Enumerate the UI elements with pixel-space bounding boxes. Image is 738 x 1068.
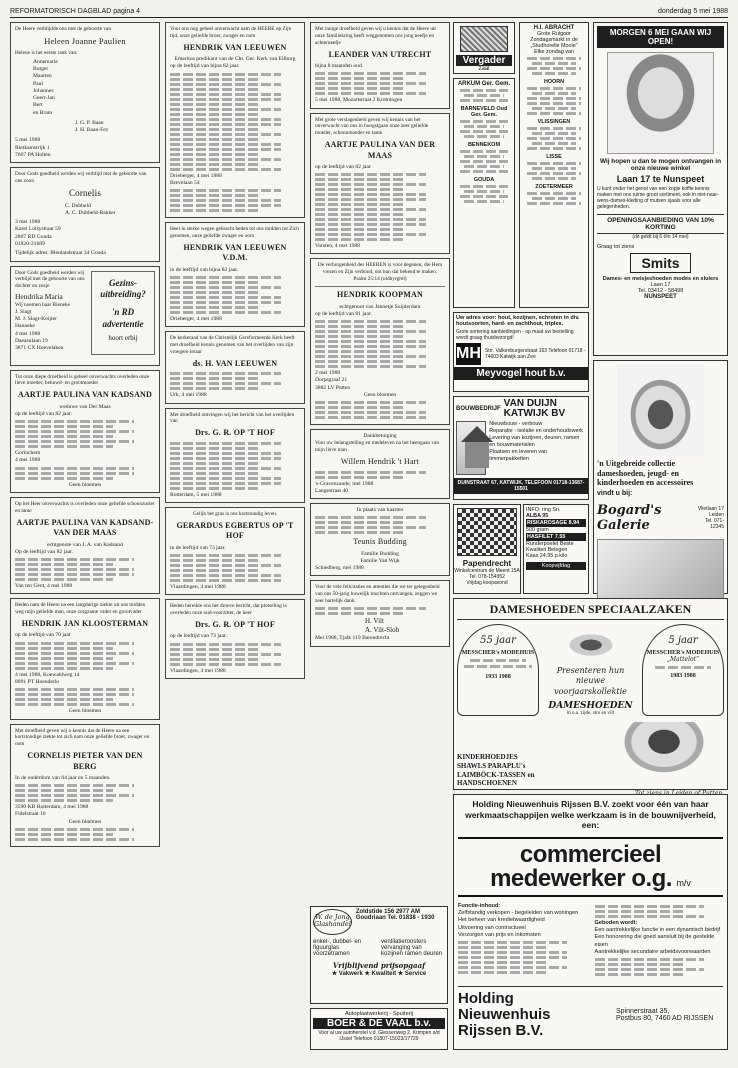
notice-name: ds. H. VAN LEEUWEN xyxy=(192,358,278,368)
birth-notice-hendrika xyxy=(10,266,160,366)
smits-address: Laan 17 xyxy=(650,282,671,288)
notice-sub: Emeritus predikant van de Chr. Ger. Kerk van Ellburg xyxy=(174,56,296,63)
holding-right-item: Aantrekkelijke secundaire arbeidsvoorwaarden xyxy=(594,948,711,955)
schedule-heading: BENNEKOM xyxy=(467,142,501,148)
column-2 xyxy=(165,22,305,1062)
van-duijn-label: BOUWBEDRIJF xyxy=(456,406,501,412)
boer-de-vaal-ad xyxy=(310,1008,448,1050)
abbracht-line: Elke zondag van xyxy=(534,49,574,55)
glashandel-stars: ★ Vakwerk ★ Kwaliteit ★ Service xyxy=(331,971,427,977)
badge-name: MESSCHER's MODEHUIS xyxy=(461,650,535,656)
notice-address: 7607 PA Holten xyxy=(15,151,51,158)
holding-left-item: Het beheer van kredietwaardigheid xyxy=(458,917,545,924)
notice-intro: Gelijk het gras is ons kortstondig leven. xyxy=(192,510,278,517)
birth-notice-heleen xyxy=(10,22,160,163)
notice-sub: echtgenote van J. A. van Kadsand xyxy=(47,541,123,548)
holding-left-item: Zelfstandig verkopen - begeleiden van woningen xyxy=(458,910,579,917)
glashandel-addr: Zoldstide 156 2977 AM Goudriaan Tel. 01838 - 1930 xyxy=(355,909,435,921)
vergader-illustration xyxy=(460,26,508,52)
notice-sub: Familie Budding xyxy=(361,550,399,557)
death-notice-op-t-hof-2 xyxy=(165,599,305,679)
bogard-ad xyxy=(593,360,728,594)
glashandel-item: enkel-, dubbel- en figuurglas xyxy=(313,939,362,951)
notice-sub: Voor uw belangstelling en medeleven na het heengaan van mijn lieve man xyxy=(315,440,440,454)
notice-name: GERARDUS EGBERTUS OP 'T HOF xyxy=(176,520,294,541)
holding-title: commercieel medewerker o.g. xyxy=(490,840,672,892)
lady-in-hat-illustration xyxy=(604,722,724,788)
church-schedule-ad xyxy=(453,78,515,308)
opening-promo-sub: (dit geldt bij 6 t/m 14 mei) xyxy=(632,234,689,240)
notice-name: AARTJE PAULINA VAN KADSAND xyxy=(17,390,153,400)
notice-intro: Met droefheid geven wij u kennis dat de Heere na een kortstondige ziekte tot zich nam onze geliefde broer, zwager en oom xyxy=(15,727,150,748)
notice-footer: Geen bloemen xyxy=(68,818,102,825)
notice-address: Daeasulaan 19 xyxy=(15,337,48,344)
rd-ad-line: hoort erbij xyxy=(108,334,138,343)
glashandel-ad xyxy=(310,906,448,1004)
notice-name: AARTJE PAULINA VAN KADSAND-VAN DER MAAS xyxy=(16,517,154,538)
notice-date: 5 mei 1988 xyxy=(15,137,41,144)
parent: J. Slagt xyxy=(15,308,32,315)
holding-suffix: m/v xyxy=(676,877,691,888)
notice-date: 5 mei 1988, Mozartstraat 2 Krotningen xyxy=(315,97,403,104)
badge-name: MESSCHER's MODEHUIS xyxy=(646,650,720,656)
opening-address: Laan 17 te Nunspeet xyxy=(616,174,705,184)
dameshoeden-brand: DAMESHOEDEN xyxy=(548,701,633,712)
notice-age: Op de leeftijd van 82 jaar. xyxy=(15,548,74,555)
notice-date: 2 mei 1988 xyxy=(315,370,341,377)
family-member: Annemarie xyxy=(33,58,58,65)
notice-verse: Psalm 25:14 (oldbyrgrel) xyxy=(353,276,407,283)
papendrecht-name: Papendrecht xyxy=(462,559,512,568)
notice-names xyxy=(315,617,445,635)
rd-ad-line: advertentie xyxy=(102,318,144,329)
parents xyxy=(15,203,155,218)
opening-small: U kunt onder het genot van een kopje koffie kennis maken met ons ruime groot sortiment, ook in niet-naar-wens-dames-kleding of mutsen sjaals voor alle gelegenheden. xyxy=(597,186,719,210)
notice-name: HENDRIK JAN KLOOSTERMAN xyxy=(21,619,149,629)
holding-left-heading: Functie-inhoud: xyxy=(458,902,501,909)
dameshoeden-center: Presenteren hun nieuwe voorjaarskollektie xyxy=(554,666,627,696)
notice-address: Langestraat 40 xyxy=(315,487,349,494)
birth-notice-cornelis xyxy=(10,167,160,261)
notice-name: Teunis Budding xyxy=(353,537,407,547)
notice-date: 3 mei 1988 xyxy=(15,219,41,226)
notice-name: HENDRIK VAN LEEUWEN xyxy=(183,42,287,52)
holding-postbus: Postbus 80, 7460 AD RIJSSEN xyxy=(616,1014,714,1022)
family-member: Maarten xyxy=(33,73,52,80)
butcher-ad xyxy=(523,504,589,594)
notice-intro: Door Gods goedheid werden wij verblijd met de geboorte van ons dochter en zusje xyxy=(15,269,85,290)
holding-nieuwenhuis-ad xyxy=(453,794,728,1050)
smits-brand: Smits xyxy=(630,253,690,273)
notice-address: Karel Lotsystraat 59 xyxy=(15,226,61,233)
badge-range: 1983 1988 xyxy=(670,673,696,679)
schedule-heading: BARNEVELD Oud Ger. Gem. xyxy=(460,106,508,118)
van-duijn-brand: VAN DUIJN KATWIJK BV xyxy=(503,398,566,419)
death-notice-van-leeuwen-vdm xyxy=(165,222,305,327)
notice-footer: Geen bloemen xyxy=(68,481,102,488)
notice-age: bijna 8 maanden oud. xyxy=(315,63,364,70)
butcher-line: Kwaliteit Belegen xyxy=(526,547,568,553)
notice-sub: weduwe van Der Maas xyxy=(59,403,111,410)
parent: J. G. P. Baan xyxy=(75,119,104,126)
butcher-line: INFO: ring Sn. xyxy=(526,507,561,513)
notice-date: 4 mei 1988, Koewahlweg 14 xyxy=(15,671,80,678)
notice-intro: De kerkeraad van de Christelijk Gereformeerde Kerk heeft met droefheid kennis genomen van het overlijden van zijn vroegere leraar xyxy=(170,335,295,356)
papendrecht-sub: Winkelcentrum de Meent 15A xyxy=(454,568,520,574)
notice-address: 8091 PT Hoenderlo xyxy=(15,679,60,686)
holding-address: Spinnerstraat 35, xyxy=(616,1007,670,1015)
family-list xyxy=(15,59,155,117)
boer-top: Autoplaatwerkerij - Spuiterij xyxy=(344,1011,414,1017)
notice-name: HENDRIK VAN LEEUWEN V.D.M. xyxy=(183,242,287,263)
notice-intro: Voor de vele felicitaties en attenties die we ter gelegenheid van ons 50-jarig huwelijk mochten ontvangen, zeggen we zeer hartelijk dank. xyxy=(315,584,440,605)
notice-date: Mei 1988, Tjalk 119 Barendrecht xyxy=(315,635,390,642)
notice-age: In de ouderdom van 84 jaar en 5 maanden. xyxy=(15,774,111,781)
opening-title: MORGEN 6 MEI GAAN WIJ OPEN! xyxy=(597,26,724,48)
notice-name: Willem Hendrik 't Hart xyxy=(340,457,420,467)
notice-name: Drs. G. R. OP 'T HOF xyxy=(195,428,275,438)
bogard-address: Vlietlaan 17 Leiden xyxy=(697,505,724,518)
bogard-tel: Tel. 071-12345 xyxy=(704,517,724,530)
papendrecht-label: Vrijdag koopavond xyxy=(466,580,508,586)
glashandel-item: voorzetramen xyxy=(313,951,350,957)
notice-age: op de leeftijd van 70 jaar xyxy=(15,632,71,639)
store-photo xyxy=(597,539,724,601)
notice-date: Urk, 4 mei 1988 xyxy=(170,392,207,399)
notice-address: 2807 RD Gouda xyxy=(15,233,52,240)
notice-city: Gorinchem xyxy=(15,450,41,457)
notice-age: op de leeftijd van 81 jaar. xyxy=(315,310,372,317)
papendrecht-ad xyxy=(453,504,521,594)
lady-hat-illustration xyxy=(607,52,714,154)
vergader-ad xyxy=(453,22,515,74)
opening-promo: OPENINGSAANBIEDING VAN 10% KORTING xyxy=(597,214,724,234)
notice-intro: Met grote verslagenheid geven wij kennis van het onverwacht van ons in hoogstgaan onze zeer geliefde moeder, schoonmoeder en tante xyxy=(315,116,429,137)
notice-date: Vlaardingen, 4 mei 1988 xyxy=(170,583,226,590)
notice-age: op de leeftijd van 82 jaar. xyxy=(15,410,72,417)
butcher-footer: Koopvijfdag xyxy=(526,562,586,570)
boer-addr: Voor al uw autoherstel v.d. Giessenweg 2, Krimpen a/d IJssel Telefoon 01807-15023/17729 xyxy=(318,1030,440,1042)
death-notice-koopman xyxy=(310,258,450,425)
notice-intro: Met innige droefheid geven wij u kennis dat de Heere uit onze familiekring heeft weggenomen ons jong neefje en achterneefje xyxy=(315,26,436,46)
meyvogel-ad xyxy=(453,312,589,392)
holding-brand: Holding Nieuwenhuis Rijssen B.V. xyxy=(458,990,551,1039)
column-1 xyxy=(10,22,160,1062)
rd-ad-line: 'n RD xyxy=(111,306,135,317)
badge-sub: „Mattelot” xyxy=(666,656,700,663)
death-notice-gerardus xyxy=(165,507,305,595)
notice-age: op de leeftijd van 73 jaar. xyxy=(170,633,227,640)
page-header xyxy=(10,8,728,18)
header-left: REFORMATORISCH DAGBLAD pagina 4 xyxy=(10,8,141,15)
dameshoeden-ad xyxy=(453,598,728,790)
death-notice-leander xyxy=(310,22,450,109)
family-member: Geert-Jan xyxy=(33,95,55,102)
notice-intro: In plaats van kaarten xyxy=(356,507,404,514)
smits-store: Dames- en meisjeshoeden modes en sluiers xyxy=(602,276,719,282)
notice-date: 4 mei 1988 xyxy=(15,457,41,464)
meyvogel-mid: Grote sortering aanbiedingen - op maat uw bestelling wordt graag thuisbezorgd! xyxy=(456,329,574,341)
glashandel-item: ventilatieroosters vervanging van kozijnen ramen deuren xyxy=(381,939,443,957)
notice-date: Drieberger, 4 mei 1988 xyxy=(170,172,222,179)
notice-intro: Door Gods goedheid werden wij verblijd met de geboorte van ons zoon xyxy=(15,171,147,185)
notice-sub: Wij noemen haar Rieneke xyxy=(15,301,70,308)
notice-footer: Geen bloemen xyxy=(363,391,397,398)
abbracht-line: ZOETERMEER xyxy=(535,184,573,190)
notice-age: op de leeftijd van 82 jaar xyxy=(315,163,371,170)
parent: M. J. Slagt-Koijter xyxy=(15,316,57,323)
dameshoeden-title: DAMESHOEDEN SPECIAALZAKEN xyxy=(457,602,724,620)
notice-name: Cornelis xyxy=(68,188,102,198)
smits-tel: Tel. 03412 - 58498 xyxy=(637,288,684,294)
notice-name: Drs. G. R. OP 'T HOF xyxy=(195,619,275,629)
notice-intro: Tot onze diepe droefheid is geheel onverwachts overleden onze lieve moeder, behuwd- en grootmoeder xyxy=(15,373,150,387)
abbracht-ad xyxy=(519,22,589,308)
meyvogel-brand: Meyvogel hout b.v. xyxy=(454,367,588,380)
rd-ad-line: Gezins- xyxy=(108,277,137,288)
holding-intro: Holding Nieuwenhuis Rijssen B.V. zoekt voor één van haar werkmaatschappijen welke werkzaam is in de bouwnijverheid, een: xyxy=(465,799,716,831)
notice-intro: Op het Heer onverwachts is overleden onze geliefde schoonzuster en tante xyxy=(15,501,155,514)
notice-name: Hendrika Maria xyxy=(15,292,63,302)
van-duijn-item: Levering van kozijnen, deuren, ramen en bouwmaterialen xyxy=(489,435,580,449)
bogard-brand: Bogard's Galerie xyxy=(597,502,662,533)
notice-footer: Geen bloemen xyxy=(68,708,102,715)
rd-ad-line: uitbreiding? xyxy=(100,289,146,300)
notice-intro: Voor ons nog geheel onverwacht nam de HEERE op Zijn tijd, onze geliefde broer, zwager en oom xyxy=(170,26,292,39)
schedule-heading: ARKUM Ger. Gem. xyxy=(457,81,511,87)
church-notice-van-leeuwen xyxy=(165,331,305,403)
notice-address: 01820-21689 xyxy=(15,241,45,248)
notice-date: Van ten Gent, 4 mei 1988 xyxy=(15,583,73,590)
house-icon xyxy=(456,421,486,475)
parents xyxy=(15,120,155,135)
holding-right-item: Een honorering die goed aansluit bij de gestelde eisen xyxy=(594,934,715,948)
butcher-line: Kaas 24.95 p.kilo xyxy=(526,553,568,559)
notice-date: 3590 KB Rotterdam, 4 mei 1988 xyxy=(15,804,89,811)
boer-brand: BOER & DE VAAL b.v. xyxy=(313,1018,445,1029)
butcher-line: HASFILET 7.55 xyxy=(526,533,586,541)
thanks-notice-budding xyxy=(310,503,450,576)
bogard-title: 'n Uitgebreide collectie dameshoeden, jeugd- en kinderhoeden en accessoires xyxy=(597,459,694,488)
notice-date: 4 mei 1988 xyxy=(15,330,41,337)
mh-logo-icon: MH xyxy=(456,343,481,365)
thanks-notice-vilt xyxy=(310,580,450,646)
badge-years: 5 jaar xyxy=(668,635,698,646)
opening-greet: Graag tot ziens xyxy=(597,244,635,250)
van-duijn-item: Nieuwbouw - verbouw xyxy=(489,421,543,427)
child-hat-illustration xyxy=(617,364,704,456)
notice-address: 3871 CX Hoevelaken xyxy=(15,345,64,352)
glashandel-brand: W. de Jong Glashandel xyxy=(313,909,352,935)
vergader-title: Vergader xyxy=(456,55,512,66)
notice-date: Vlaardingen, 4 mei 1988 xyxy=(170,667,226,674)
family-member: Rutger xyxy=(33,66,49,73)
family-member: Paul xyxy=(33,80,43,87)
notice-address: Fidelstraat 10 xyxy=(15,811,46,818)
messcher-putten-badge xyxy=(642,624,724,716)
holding-right-item: Een aantrekkelijke functie in een dynamisch bedrijf xyxy=(594,927,721,934)
notice-address: Dorpsgraaf 21 xyxy=(315,377,348,384)
abbracht-line: LISSE xyxy=(546,154,562,160)
notice-age: in de leeftijd van 73 jaar. xyxy=(170,544,226,551)
notice-name: H. Vilt xyxy=(365,617,384,626)
notice-date: 's-Gravenzande, mei 1988 xyxy=(315,480,374,487)
notice-age: in de leeftijd van bijna 82 jaar. xyxy=(170,266,239,273)
abbracht-line: Grote Ruigoor Zondagsmarkt in de „Studhorelle Mooie” xyxy=(530,31,578,49)
death-notice-kloosterman xyxy=(10,598,160,719)
notice-sub: Helene is het eerste rank van: xyxy=(15,49,78,56)
checker-logo-icon xyxy=(457,508,517,556)
notice-sub: Familie Van Wijk xyxy=(360,557,400,564)
death-notice-op-t-hof xyxy=(165,408,305,503)
death-notice-van-der-maas xyxy=(310,113,450,255)
death-notice-van-kadsand xyxy=(10,370,160,493)
notice-date: Vorsten, 4 mei 1988 xyxy=(315,243,360,250)
bogard-sub: vindt u bij: xyxy=(597,489,633,497)
family-member: Bert xyxy=(33,102,43,109)
notice-intro: Heden bereikte ons het droeve bericht, dat plotseling is overleden onze oud-voorzitter, de heer xyxy=(170,603,287,617)
notice-date: Schiedberg, mei 1988 xyxy=(315,565,364,572)
van-duijn-item: Reparatie - isolatie en onderhoudswerk xyxy=(489,428,583,435)
butcher-line: 500 gram xyxy=(526,527,549,533)
meyvogel-addr: Strr. Valkenburgerstraat 163 Telefoon 01718 - 74603 Katwijk aan Zee xyxy=(484,348,586,360)
notice-date: Drieberger, 4 mei 1988 xyxy=(170,316,222,322)
columns xyxy=(10,22,728,1062)
notice-note: Tijdelijk adres: Bleulandstraat 34 Gouda xyxy=(15,250,106,257)
notice-intro: Heden nam de Heere na een langdurige ziekte uit ons midden weg mijn geliefde man, onze zorgzame vader en grootvader xyxy=(15,602,146,616)
notice-intro: Dankbetuiging xyxy=(363,433,397,440)
abbracht-line: VLISSINGEN xyxy=(537,119,571,125)
rd-advert-box xyxy=(91,271,155,355)
papendrecht-tel: Tel. 078-154952 xyxy=(469,574,505,580)
death-notice-van-den-berg xyxy=(10,724,160,847)
family-member: en Bram xyxy=(33,109,53,116)
parent: A. C. Dubbeld-Bakker xyxy=(65,209,116,216)
van-duijn-addr: DUINSTRAAT 67, KATWIJK, TELEFOON 01718-13687-15501 xyxy=(454,478,588,494)
notice-address: Rietkamstrijk 1 xyxy=(15,144,50,151)
smits-city: NUNSPEET xyxy=(644,294,677,300)
vergader-sub: zaal xyxy=(478,66,490,72)
notice-name: HENDRIK KOOPMAN xyxy=(337,290,423,300)
smits-opening-ad xyxy=(593,22,728,356)
badge-range: 1933 1988 xyxy=(485,674,511,680)
meyvogel-top: Uw adres voor: hout, kozijnen, schroten in div. houtsoorten, hard- en zachthout, triplex. xyxy=(456,315,580,327)
notice-age: op de leeftijd van bijna 82 jaar. xyxy=(170,63,240,70)
butcher-line: Runderpoelet Beste xyxy=(526,541,574,547)
notice-name: Heleen Joanne Paulien xyxy=(44,35,126,46)
glashandel-footer: Vrijblijvend prijsopgaaf xyxy=(332,961,426,970)
child: Hanneke xyxy=(15,323,35,330)
notice-name: A. Vilt-Slob xyxy=(365,626,400,635)
notice-address: 3882 LV Putten xyxy=(315,384,351,391)
family-member: Johannes xyxy=(33,87,54,94)
schedule-heading: GOUDA xyxy=(473,177,495,183)
van-duijn-item: Plaatsen en leveren van timmerpakketten xyxy=(489,449,548,463)
notice-address: Brevelaan 54 xyxy=(170,179,200,186)
notice-sub: echtgenoot van Jannetje Suijderdam xyxy=(339,303,421,310)
notice-intro: Met droefheid ontvingen wij het bericht van het overlijden van xyxy=(170,411,295,425)
death-notice-van-kadsand-2 xyxy=(10,497,160,594)
thanks-notice-t-hart xyxy=(310,429,450,499)
parent: J. H. Baan-Fey xyxy=(75,127,109,134)
messcher-leiden-badge xyxy=(457,624,539,716)
notice-intro: Heel in sterke wegen gebracht heden tot ons midden tot Zich genomen, onze geliefde zwager en oom xyxy=(170,226,299,240)
dameshoeden-sub: in o.a. zijde, stro en vilt xyxy=(566,711,615,717)
notice-name: AARTJE PAULINA VAN DER MAAS xyxy=(324,140,436,160)
badge-years: 55 jaar xyxy=(480,635,516,646)
notice-intro: De verborgenheid des HEEREN is voor degenen, die Hem vrezen en Zijn verbond, om hun dat bekend te maken. xyxy=(317,262,443,276)
holding-right-heading: Geboden wordt: xyxy=(594,919,638,926)
butcher-line: ALBA 95 xyxy=(526,513,549,519)
van-duijn-ad xyxy=(453,396,589,500)
notice-date: Rotterdam, 5 mei 1988 xyxy=(170,491,222,498)
header-right: donderdag 5 mei 1988 xyxy=(657,8,728,15)
holding-left-item: Verzorgen van prijs en inkomsten xyxy=(458,931,541,938)
abbracht-title: H.I. ABRACHT xyxy=(533,25,575,31)
notice-name: CORNELIS PIETER VAN DEN BERG xyxy=(27,751,143,771)
holding-left-item: Uitvoering van contractueel xyxy=(458,924,526,931)
notice-name: LEANDER VAN UTRECHT xyxy=(328,49,432,59)
death-notice-van-leeuwen xyxy=(165,22,305,218)
dameshoeden-bottom-left: KINDERHOEDJES SHAWLS PARAPLU's LAIMBÖCK-TASSEN en HANDSCHOENEN xyxy=(457,753,535,788)
abbracht-line: HOORN xyxy=(543,79,565,85)
butcher-line: RISKAROSAGE 8.94 xyxy=(526,519,586,527)
opening-body: Wij hopen u dan te mogen ontvangen in onze nieuwe winkel xyxy=(599,158,721,172)
parent: C. Dubbeld xyxy=(65,202,91,209)
notice-intro: De Heere verblijdde ons met de geboorte van xyxy=(15,26,112,32)
hat-icon xyxy=(561,630,621,660)
